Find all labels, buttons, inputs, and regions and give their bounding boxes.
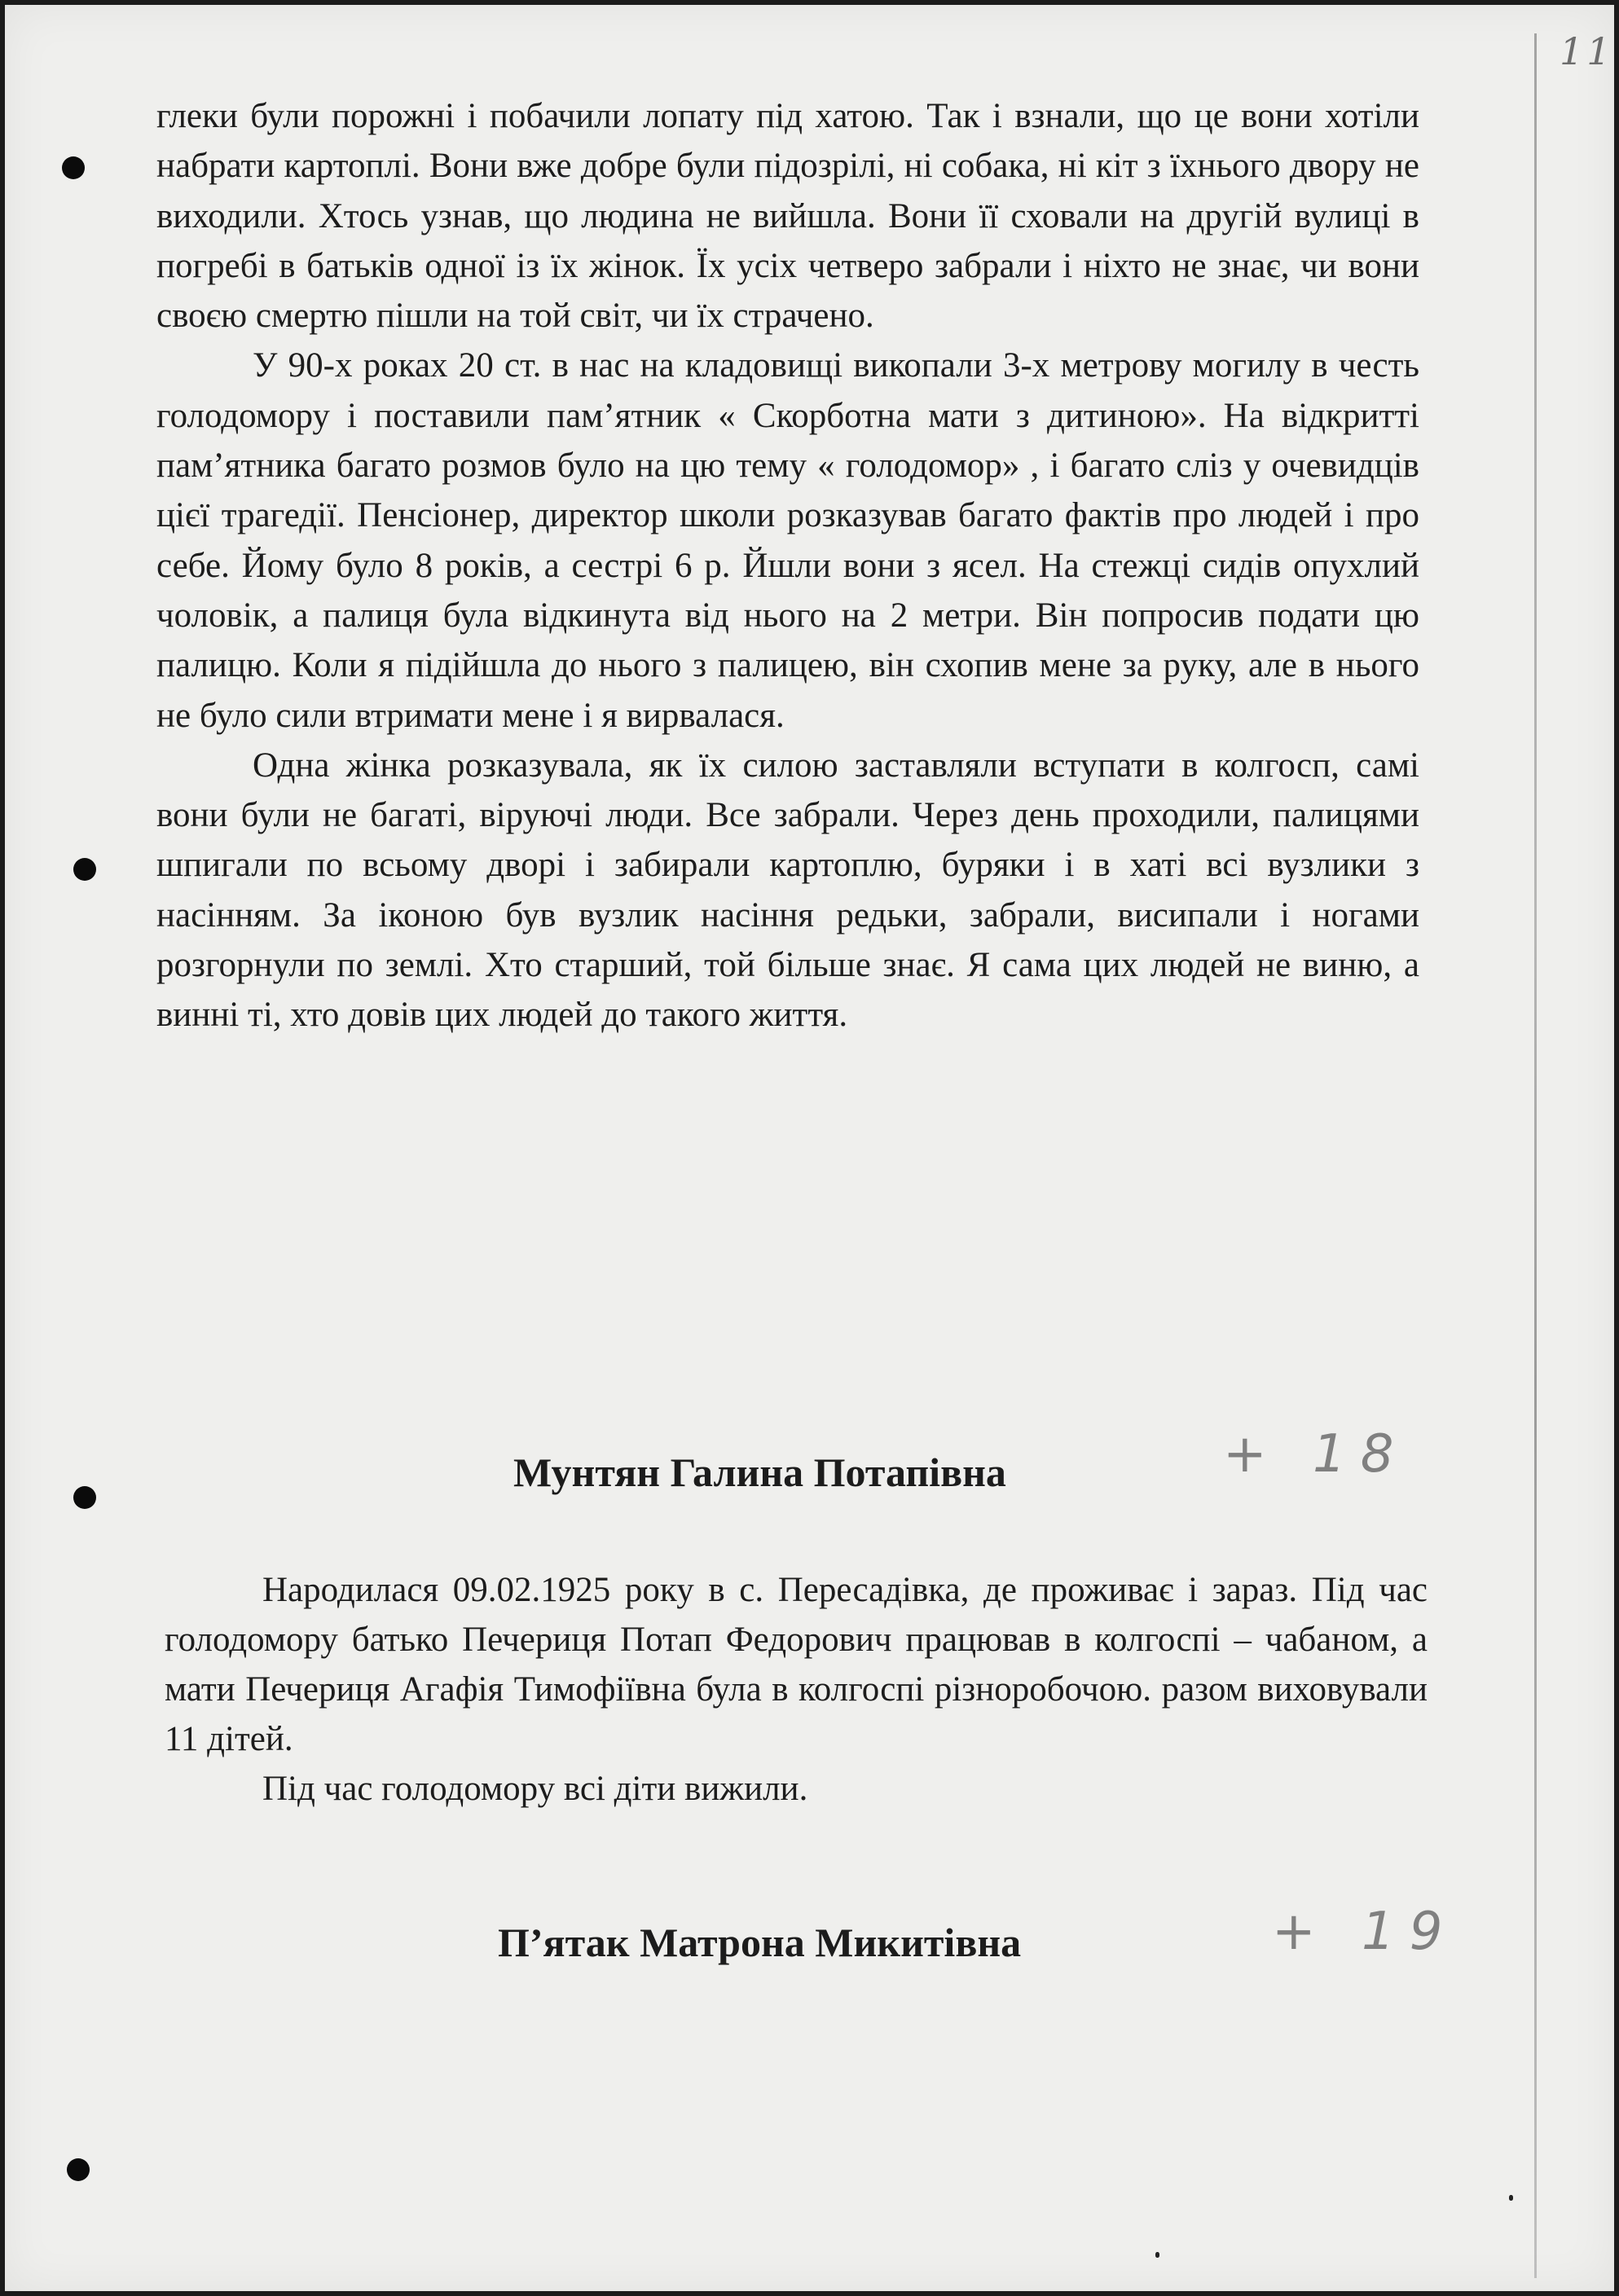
section-heading: Мунтян Галина Потапівна xyxy=(513,1449,1006,1495)
handwritten-page-number: 11 xyxy=(1560,29,1614,73)
paragraph: Народилася 09.02.1925 року в с. Пересадівка, де проживає і зараз. Під час голодомору батько Печериця Потап Федорович працював в колгоспі – чабаном, а мати Печериця Агафія Тимофіївна була в колгоспі різноробочою. разом виховували 11 дітей. xyxy=(165,1571,1428,1758)
handwritten-mark: + 18 xyxy=(1223,1424,1409,1484)
scan-speck xyxy=(1155,2252,1159,2258)
section-heading: П’ятак Матрона Микитівна xyxy=(498,1920,1022,1965)
document-page xyxy=(5,5,1614,2291)
paragraph: Під час голодомору всі діти вижили. xyxy=(262,1770,808,1808)
section-text-block xyxy=(165,1565,1428,1814)
punch-hole xyxy=(67,2158,90,2181)
main-text-block xyxy=(156,91,1419,1040)
paragraph: глеки були порожні і побачили лопату під хатою. Так і взнали, що це вони хотіли набрати картоплі. Вони вже добре були підозрілі, ні собака, ні кіт з їхнього двору не виходили. Хтось узнав, що людина не вийшла. Вони її сховали на другій вулиці в погребі в батьків одної із їх жінок. Їх усіх четверо забрали і ніхто не знає, чи вони своєю смертю пішли на той світ, чи їх страчено. xyxy=(156,97,1419,336)
page-edge-line xyxy=(1534,33,1537,2278)
punch-hole xyxy=(62,156,85,179)
paragraph: У 90-х роках 20 ст. в нас на кладовищі викопали 3-х метрову могилу в честь голодомору і поставили пам’ятник « Скорботна мати з дитиною». На відкритті пам’ятника багато розмов було на цю тему « голодомор» , і багато сліз у очевидців цієї трагедії. Пенсіонер, директор школи розказував багато фактів про людей і про себе. Йому було 8 років, а сестрі 6 р. Йшли вони з ясел. На стежці сидів опухлий чоловік, а палиця була відкинута від нього на 2 метри. Він попросив подати цю палицю. Коли я підійшла до нього з палицею, він схопив мене за руку, але в нього не було сили втримати мене і я вирвалася. xyxy=(156,346,1419,735)
handwritten-mark: + 19 xyxy=(1272,1902,1458,1962)
paragraph: Одна жінка розказувала, як їх силою заставляли вступати в колгосп, самі вони були не багаті, віруючі люди. Все забрали. Через день проходили, палицями шпигали по всьому дворі і забирали картоплю, буряки і в хаті всі вузлики з насінням. За іконою був вузлик насіння редьки, забрали, висипали і ногами розгорнули по землі. Хто старший, той більше знає. Я сама цих людей не виню, а винні ті, хто довів цих людей до такого життя. xyxy=(156,746,1419,1035)
scan-speck xyxy=(1509,2195,1513,2201)
punch-hole xyxy=(73,1486,96,1509)
punch-hole xyxy=(73,858,96,881)
